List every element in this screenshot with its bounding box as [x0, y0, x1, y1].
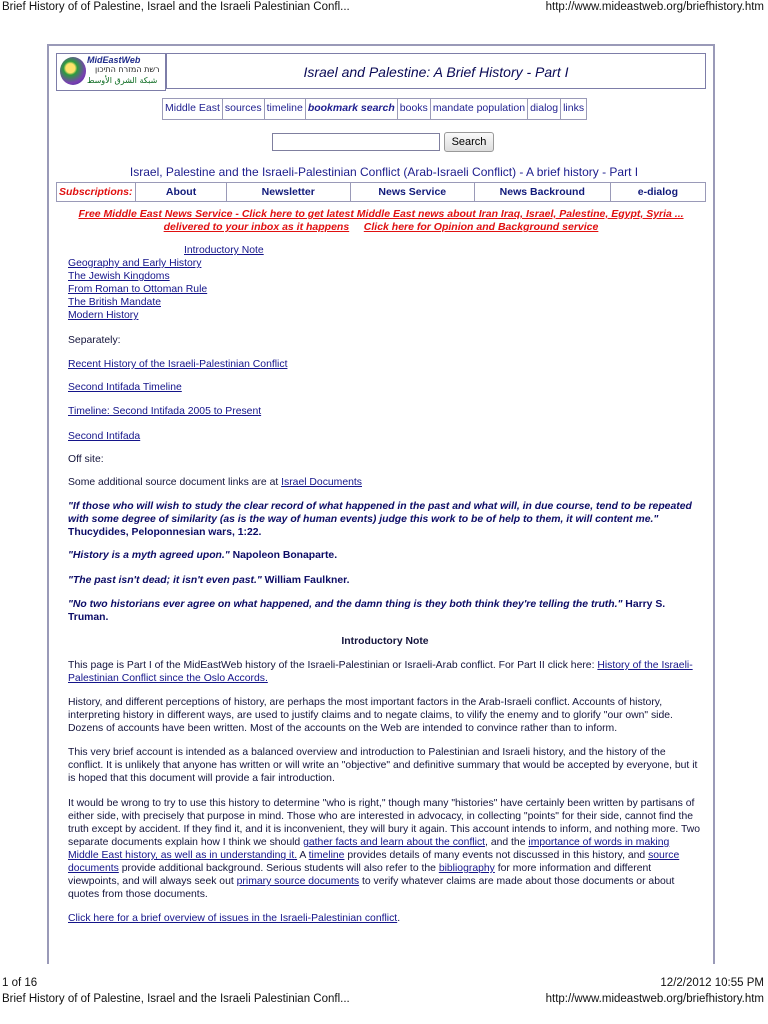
- link-overview[interactable]: Click here for a brief overview of issues in the Israeli-Palestinian conflict: [68, 913, 398, 924]
- nav-links[interactable]: links: [563, 102, 585, 114]
- search-input[interactable]: [272, 133, 440, 151]
- toc-intro-link[interactable]: Introductory Note: [184, 245, 264, 256]
- nav-sources[interactable]: sources: [223, 99, 265, 119]
- link-second-intifada[interactable]: Second Intifada: [68, 431, 141, 442]
- nav-mandate-population[interactable]: mandate population: [431, 99, 528, 119]
- link-recent-history[interactable]: Recent History of the Israeli-Palestinian Conflict: [68, 359, 288, 370]
- search-button[interactable]: Search: [444, 132, 494, 152]
- print-header-url: http://www.mideastweb.org/briefhistory.htm: [545, 1, 764, 13]
- quote-text: "No two historians ever agree on what happened, and the damn thing is they both think they're telling the truth.": [68, 599, 623, 610]
- link-israel-documents[interactable]: Israel Documents: [281, 477, 362, 488]
- logo-arabic: شبكة الشرق الأوسط: [87, 76, 158, 85]
- overview-line: [68, 912, 702, 925]
- promo-inbox-link[interactable]: delivered to your inbox as it happens: [163, 221, 350, 233]
- quote-author: Thucydides, Peloponnesian wars, 1:22.: [68, 527, 262, 538]
- link-gather-facts[interactable]: gather facts and learn about the conflict: [303, 837, 486, 848]
- quote-napoleon: [68, 549, 702, 562]
- para-history-perceptions: History, and different perceptions of history, are perhaps the most important factors in the Arab-Israeli conflict. Accounts of history, interpreting history in different ways, are used to justify claims and to negate claims, to vilify the enemy and to glorify "our own" side. Dozens of accounts have been written. Most of the accounts on the Web are intended to convince rather than to inform.: [68, 697, 673, 734]
- toc-item[interactable]: Modern History: [68, 310, 139, 321]
- nav-timeline[interactable]: timeline: [265, 99, 306, 119]
- promo-line-1[interactable]: [56, 208, 706, 220]
- quote-author: William Faulkner.: [261, 575, 350, 586]
- overview-tail: .: [397, 913, 401, 924]
- link-timeline-2005[interactable]: Timeline: Second Intifada 2005 to Present: [68, 406, 262, 417]
- quote-author: Napoleon Bonaparte.: [229, 550, 338, 561]
- link-intifada-timeline[interactable]: Second Intifada Timeline: [68, 382, 182, 393]
- quote-text: "The past isn't dead; it isn't even past.": [68, 575, 262, 586]
- para-text: to verify whatever claims are made about those documents or about quotes from those documents.: [68, 876, 675, 900]
- para-text: A: [297, 850, 309, 861]
- toc-item[interactable]: The Jewish Kingdoms: [68, 271, 170, 282]
- source-docs-text: Some additional source document links are at: [68, 477, 282, 488]
- link-importance-of-words[interactable]: importance of words in making Middle East history, as well as in understanding it.: [68, 837, 670, 861]
- print-header-title: Brief History of of Palestine, Israel and the Israeli Palestinian Confl...: [2, 1, 350, 13]
- para-part-one: [68, 659, 702, 685]
- para-text: provides details of many events not discussed in this history, and: [344, 850, 649, 861]
- link-primary-sources[interactable]: primary source documents: [236, 876, 360, 887]
- subs-news-backround[interactable]: News Backround: [474, 183, 610, 201]
- link-bibliography[interactable]: bibliography: [438, 863, 495, 874]
- para-who-is-right: [68, 797, 702, 901]
- subscriptions-bar: [56, 182, 706, 202]
- off-site-label: Off site:: [68, 454, 104, 465]
- quote-faulkner: [68, 574, 702, 587]
- para-text: , and the: [485, 837, 529, 848]
- quote-text: "History is a myth agreed upon.": [68, 550, 230, 561]
- toc-item[interactable]: The British Mandate: [68, 297, 161, 308]
- para-text: This page is Part I of the MidEastWeb history of the Israeli-Palestinian or Israeli-Arab conflict. For Part II click here:: [68, 660, 598, 671]
- quote-truman: [68, 598, 702, 624]
- subs-about[interactable]: About: [135, 183, 225, 201]
- toc-item[interactable]: From Roman to Ottoman Rule: [68, 284, 208, 295]
- page-title-box: [166, 53, 706, 89]
- para-text: for more information and different viewpoints, and will always seek out: [68, 863, 652, 887]
- promo-opinion-link[interactable]: Click here for Opinion and Background service: [363, 221, 599, 233]
- separately-label: Separately:: [68, 335, 121, 346]
- logo-hebrew: רשת המזרח התיכון: [95, 65, 160, 74]
- subs-news-service[interactable]: News Service: [350, 183, 474, 201]
- intro-heading: Introductory Note: [341, 636, 429, 647]
- quote-text: "If those who will wish to study the clear record of what happened in the past and what will, in due course, tend to be repeated with some degree of similarity (as is the way of human events) judge this work to be of help to them, it will content me.": [68, 501, 692, 525]
- para-text: provide additional background. Serious students will also refer to the: [118, 863, 439, 874]
- top-nav: [162, 98, 587, 120]
- toc-item[interactable]: Geography and Early History: [68, 258, 202, 269]
- quote-thucydides: [68, 500, 702, 539]
- source-docs-line: [68, 476, 702, 489]
- subscriptions-label: Subscriptions:: [59, 186, 133, 198]
- link-part-two[interactable]: History of the Israeli-Palestinian Conflict since the Oslo Accords.: [68, 660, 693, 684]
- print-footer-url: http://www.mideastweb.org/briefhistory.htm: [545, 993, 764, 1005]
- para-balanced-overview: This very brief account is intended as a balanced overview and introduction to Palestinian and Israeli history, and the history of the conflict. It is unlikely that anyone has written or will write an "objective" and definitive summary that would be accepted by everyone, but it is hoped that this document will provide a fair introduction.: [68, 747, 698, 784]
- subs-e-dialog[interactable]: e-dialog: [610, 183, 705, 201]
- para-text: It would be wrong to try to use this history to determine "who is right," though many "histories" have certainly been written by partisans of either side, with precisely that purpose in mind. Those who are interested in advocacy, in collecting "points" for their side, cannot find the truth except by accident. If they find it, and it is inconvenient, they will bury it again. This account intends to inform, and nothing more. Two separate documents explain how I think we should: [68, 798, 701, 848]
- quote-author: Harry S. Truman.: [68, 599, 666, 623]
- page-title: Israel and Palestine: A Brief History - Part I: [303, 64, 569, 80]
- globe-icon: [60, 57, 86, 85]
- toc: [68, 244, 702, 322]
- subs-newsletter[interactable]: Newsletter: [226, 183, 350, 201]
- logo-title: MidEastWeb: [87, 55, 141, 65]
- promo-news-link[interactable]: Free Middle East News Service - Click here to get latest Middle East news about Iran Iraq, Israel, Palestine, Egypt, Syria ...: [78, 208, 684, 220]
- main-heading: Israel, Palestine and the Israeli-Palestinian Conflict (Arab-Israeli Conflict) - A brief history - Part I: [129, 165, 639, 179]
- nav-bookmark-search[interactable]: bookmark search: [306, 99, 398, 119]
- site-logo[interactable]: [56, 53, 166, 91]
- link-source-documents[interactable]: source documents: [68, 850, 680, 874]
- promo-line-2: [56, 221, 706, 233]
- nav-middle-east[interactable]: Middle East: [163, 99, 223, 119]
- print-footer-title: Brief History of of Palestine, Israel and the Israeli Palestinian Confl...: [2, 993, 350, 1005]
- print-page-number: 1 of 16: [2, 977, 38, 989]
- nav-books[interactable]: books: [398, 99, 431, 119]
- nav-dialog[interactable]: dialog: [528, 99, 561, 119]
- link-timeline[interactable]: timeline: [308, 850, 345, 861]
- print-datetime: 12/2/2012 10:55 PM: [660, 977, 764, 989]
